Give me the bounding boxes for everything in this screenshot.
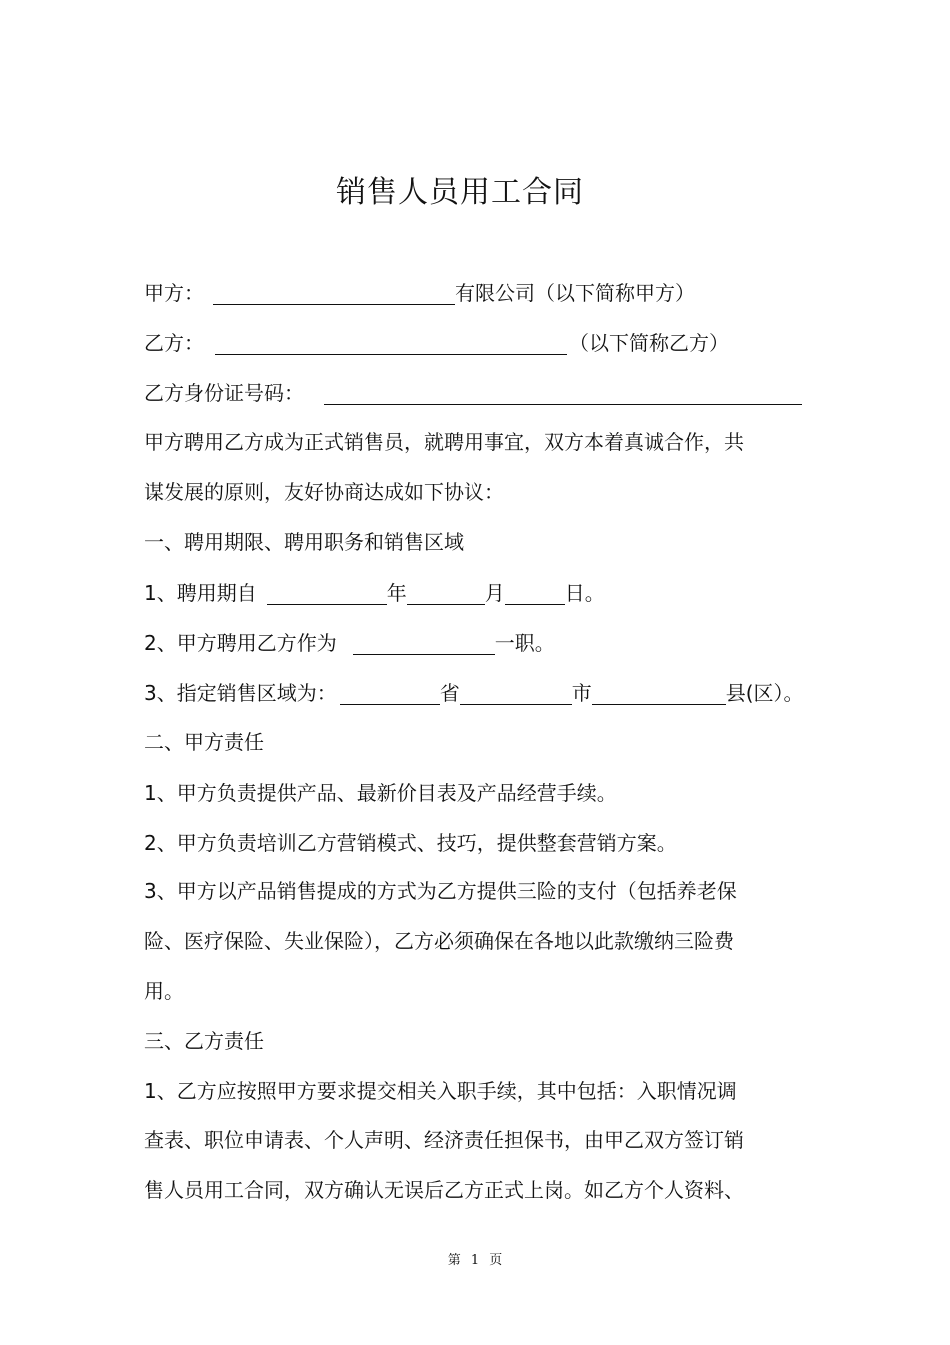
clause-line: 险、医疗保险、失业保险），乙方必须确保在各地以此款缴纳三险费 [144, 929, 734, 953]
party-a-line [144, 278, 695, 308]
paragraph-line: 谋发展的原则，友好协商达成如下协议： [144, 480, 504, 504]
sales-region-line [144, 678, 804, 708]
clause-line: 用。 [144, 979, 184, 1003]
year-blank[interactable] [267, 582, 387, 605]
section-heading: 一、聘用期限、聘用职务和销售区域 [144, 530, 464, 554]
province-label: 省 [439, 681, 460, 705]
id-number-line [144, 378, 802, 408]
city-blank[interactable] [460, 682, 572, 705]
clause-text: 2、甲方聘用乙方作为 [144, 631, 337, 655]
county-label: 县(区）。 [725, 681, 804, 705]
page-footer [0, 1252, 950, 1270]
clause-line: 1、甲方负责提供产品、最新价目表及产品经营手续。 [144, 781, 617, 805]
county-blank[interactable] [592, 682, 726, 705]
section-heading: 二、甲方责任 [144, 730, 264, 754]
month-blank[interactable] [407, 582, 485, 605]
paragraph-line: 甲方聘用乙方成为正式销售员，就聘用事宜，双方本着真诚合作，共 [144, 430, 744, 454]
province-blank[interactable] [340, 682, 440, 705]
day-label: 日。 [564, 581, 605, 605]
party-b-label: 乙方： [144, 331, 204, 355]
party-a-name-blank[interactable] [213, 282, 455, 305]
clause-line: 1、乙方应按照甲方要求提交相关入职手续，其中包括：入职情况调 [144, 1079, 737, 1103]
clause-line: 2、甲方负责培训乙方营销模式、技巧，提供整套营销方案。 [144, 831, 677, 855]
clause-text: 3、指定销售区域为： [144, 681, 337, 705]
party-b-line [144, 328, 729, 358]
id-number-label: 乙方身份证号码： [144, 381, 304, 405]
clause-line: 售人员用工合同，双方确认无误后乙方正式上岗。如乙方个人资料、 [144, 1178, 744, 1202]
year-label: 年 [386, 581, 407, 605]
clause-line: 3、甲方以产品销售提成的方式为乙方提供三险的支付（包括养老保 [144, 879, 737, 903]
clause-text: 1、聘用期自 [144, 581, 257, 605]
month-label: 月 [484, 581, 505, 605]
party-b-name-blank[interactable] [215, 332, 567, 355]
id-number-blank[interactable] [324, 382, 802, 405]
party-a-suffix: 有限公司（以下简称甲方） [455, 281, 695, 305]
employment-period-line [144, 578, 605, 608]
section-heading: 三、乙方责任 [144, 1029, 264, 1053]
page-suffix: 页 [489, 1253, 503, 1268]
position-blank[interactable] [353, 632, 495, 655]
clause-line: 查表、职位申请表、个人声明、经济责任担保书，由甲乙双方签订销 [144, 1128, 744, 1152]
position-line [144, 628, 555, 658]
city-label: 市 [571, 681, 592, 705]
page-prefix: 第 [447, 1253, 461, 1268]
position-suffix: 一职。 [494, 631, 555, 655]
page-number: 1 [470, 1253, 480, 1268]
party-a-label: 甲方： [144, 281, 204, 305]
party-b-suffix: （以下简称乙方） [569, 331, 729, 355]
day-blank[interactable] [505, 582, 565, 605]
page-title: 销售人员用工合同 [336, 175, 584, 210]
